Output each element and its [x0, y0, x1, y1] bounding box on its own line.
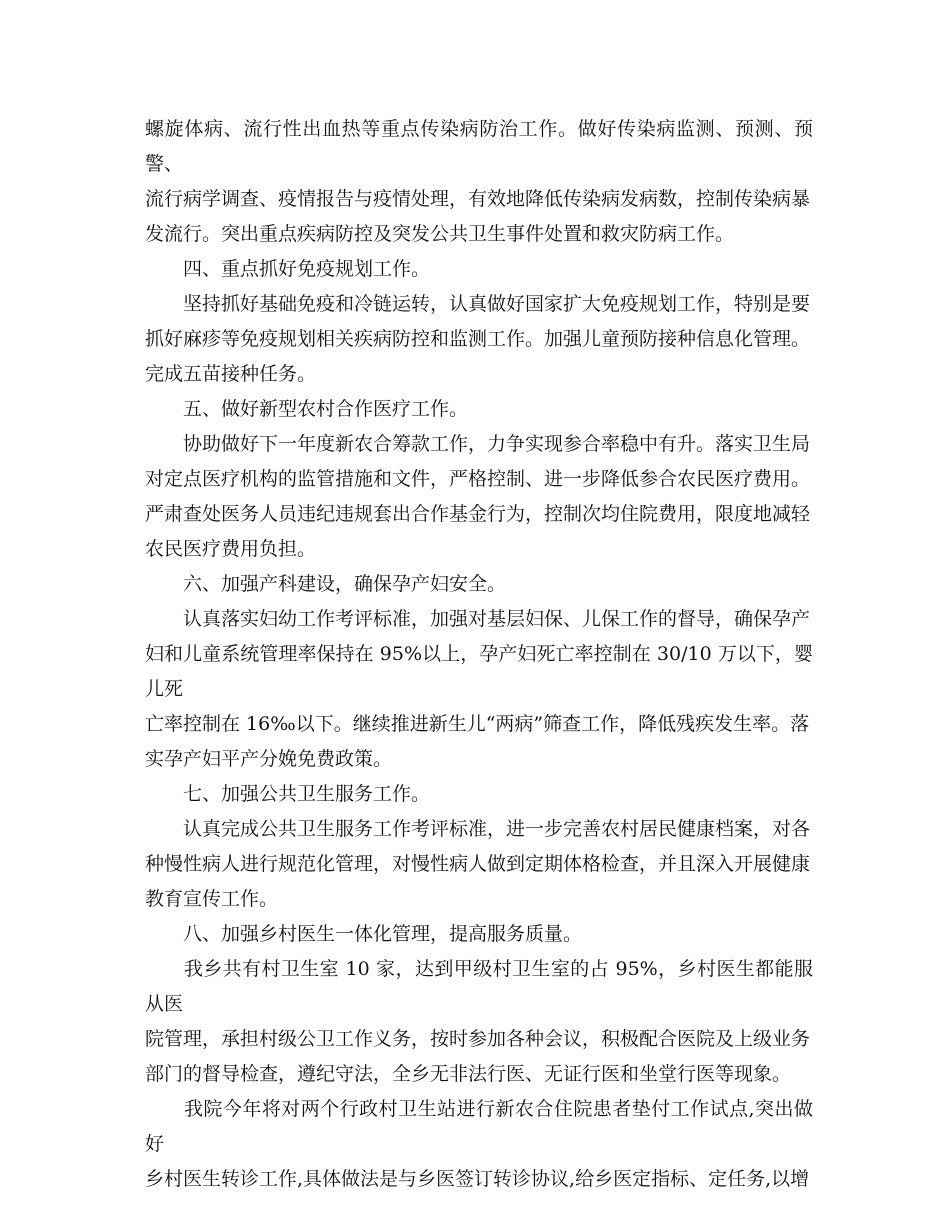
- section-heading: 八、加强乡村医生一体化管理，提高服务质量。: [145, 923, 583, 945]
- text-line: 对定点医疗机构的监管措施和文件，严格控制、进一步降低参合农民医疗费用。: [145, 468, 811, 490]
- text-line: 我乡共有村卫生室 10 家，达到甲级村卫生室的占 95%，乡村医生都能服从医: [145, 958, 813, 1015]
- text-line: 发流行。突出重点疾病防控及突发公共卫生事件处置和救灾防病工作。: [145, 223, 735, 245]
- text-line: 螺旋体病、流行性出血热等重点传染病防治工作。做好传染病监测、预测、预警、: [145, 118, 813, 175]
- text-line: 流行病学调查、疫情报告与疫情处理，有效地降低传染病发病数，控制传染病暴: [145, 188, 811, 210]
- text-line: 我院今年将对两个行政村卫生站进行新农合住院患者垫付工作试点,突出做好: [145, 1098, 813, 1155]
- text-line: 严肃查处医务人员违纪违规套出合作基金行为，控制次均住院费用，限度地减轻: [145, 503, 811, 525]
- text-line: 乡村医生转诊工作,具体做法是与乡医签订转诊协议,给乡医定指标、定任务,以增: [145, 1168, 810, 1190]
- text-line: 协助做好下一年度新农合筹款工作，力争实现参合率稳中有升。落实卫生局: [145, 433, 811, 455]
- text-line: 院管理，承担村级公卫工作义务，按时参加各种会议，积极配合医院及上级业务: [145, 1028, 811, 1050]
- text-line: 完成五苗接种任务。: [145, 363, 317, 385]
- section-heading: 五、做好新型农村合作医疗工作。: [145, 398, 469, 420]
- text-line: 亡率控制在 16‰以下。继续推进新生儿“两病”筛查工作，降低残疾发生率。落: [145, 713, 810, 735]
- section-heading: 六、加强产科建设，确保孕产妇安全。: [145, 573, 507, 595]
- text-line: 实孕产妇平产分娩免费政策。: [145, 748, 393, 770]
- text-line: 农民医疗费用负担。: [145, 538, 317, 560]
- section-heading: 四、重点抓好免疫规划工作。: [145, 258, 431, 280]
- text-line: 部门的督导检查，遵纪守法，全乡无非法行医、无证行医和坐堂行医等现象。: [145, 1063, 792, 1085]
- text-line: 教育宣传工作。: [145, 888, 279, 910]
- text-line: 认真落实妇幼工作考评标准，加强对基层妇保、儿保工作的督导，确保孕产: [145, 608, 811, 630]
- text-line: 坚持抓好基础免疫和冷链运转，认真做好国家扩大免疫规划工作，特别是要: [145, 293, 811, 315]
- text-line: 认真完成公共卫生服务工作考评标准，进一步完善农村居民健康档案，对各: [145, 818, 811, 840]
- document-body: [145, 112, 813, 1197]
- section-heading: 七、加强公共卫生服务工作。: [145, 783, 431, 805]
- text-line: 种慢性病人进行规范化管理，对慢性病人做到定期体格检查，并且深入开展健康: [145, 853, 811, 875]
- text-line: 妇和儿童系统管理率保持在 95%以上，孕产妇死亡率控制在 30/10 万以下，婴儿死: [145, 643, 813, 700]
- text-line: 抓好麻疹等免疫规划相关疾病防控和监测工作。加强儿童预防接种信息化管理。: [145, 328, 811, 350]
